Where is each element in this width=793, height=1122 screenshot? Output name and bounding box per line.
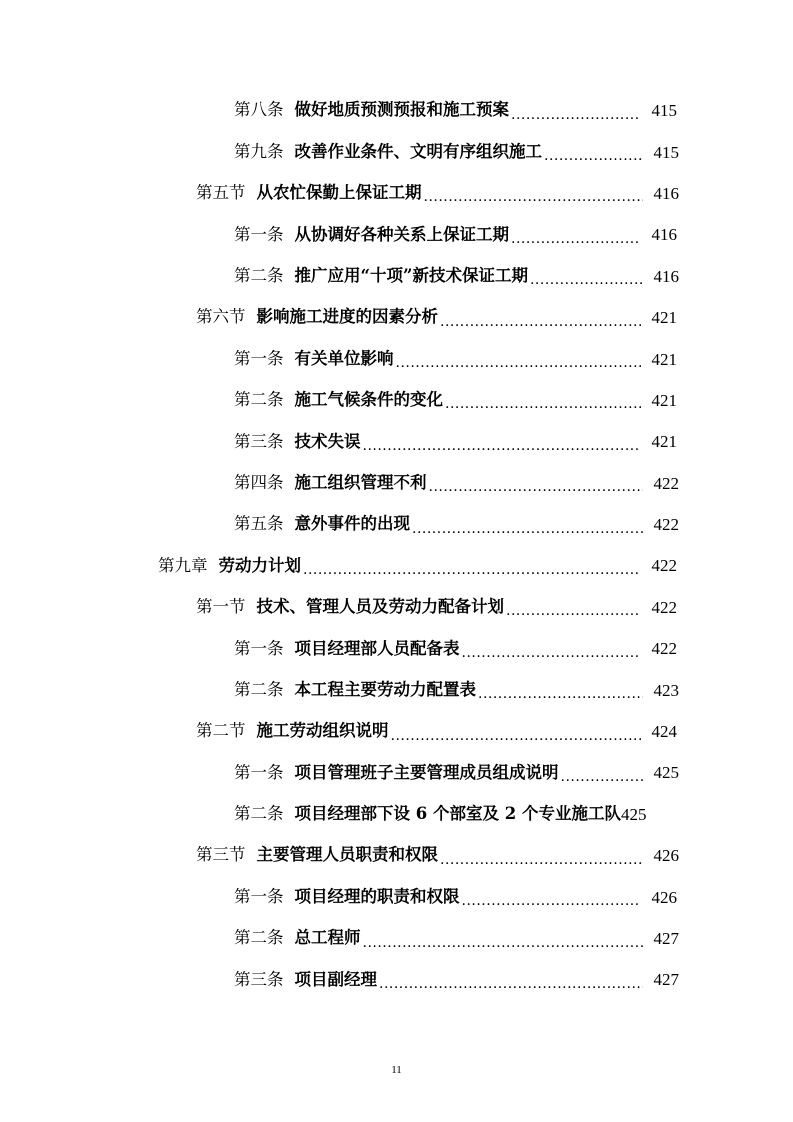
toc-dot-leader xyxy=(462,894,642,908)
toc-entry[interactable] xyxy=(0,587,793,628)
toc-entry-title: 做好地质预测预报和施工预案 xyxy=(294,100,509,120)
toc-entry-number: 第三节 xyxy=(196,845,246,865)
toc-entry-page: 415 xyxy=(653,142,679,162)
toc-entry-number: 第八条 xyxy=(234,100,284,120)
toc-entry-page: 416 xyxy=(651,225,677,245)
toc-entry[interactable] xyxy=(0,918,793,959)
toc-entry-number: 第一条 xyxy=(234,762,284,782)
table-of-contents xyxy=(0,90,793,1001)
toc-entry-title: 项目副经理 xyxy=(294,969,377,989)
toc-entry-title: 施工劳动组织说明 xyxy=(256,721,389,741)
toc-entry-number: 第二条 xyxy=(234,928,284,948)
toc-dot-leader xyxy=(561,770,644,784)
toc-entry-page: 427 xyxy=(653,929,679,948)
toc-entry-title: 施工气候条件的变化 xyxy=(294,390,443,410)
toc-entry-title: 劳动力计划 xyxy=(218,555,301,575)
toc-entry[interactable] xyxy=(0,214,793,255)
toc-entry[interactable] xyxy=(0,256,793,297)
toc-entry-title: 项目经理的职责和权限 xyxy=(294,886,460,906)
toc-entry[interactable] xyxy=(0,421,793,462)
toc-entry-page: 422 xyxy=(651,639,677,659)
toc-dot-leader xyxy=(303,563,641,577)
toc-entry[interactable] xyxy=(0,380,793,421)
toc-entry-title: 技术、管理人员及劳动力配备计划 xyxy=(256,597,504,617)
toc-dot-leader xyxy=(445,397,641,411)
toc-dot-leader xyxy=(478,687,643,701)
toc-entry-number: 第三条 xyxy=(234,431,284,451)
toc-entry-title: 主要管理人员职责和权限 xyxy=(256,845,438,865)
toc-entry-number: 第一条 xyxy=(234,224,284,244)
toc-entry-title: 施工组织管理不利 xyxy=(294,472,427,492)
toc-entry-title: 改善作业条件、文明有序组织施工 xyxy=(294,141,542,161)
toc-entry[interactable] xyxy=(0,752,793,793)
toc-entry-number: 第六节 xyxy=(196,307,246,327)
toc-entry[interactable] xyxy=(0,876,793,917)
toc-entry[interactable] xyxy=(0,959,793,1000)
toc-entry-number: 第五节 xyxy=(196,183,246,203)
toc-dot-leader xyxy=(391,729,642,743)
toc-entry-page: 424 xyxy=(651,722,677,742)
toc-entry[interactable] xyxy=(0,835,793,876)
toc-entry-page: 422 xyxy=(651,597,677,617)
toc-dot-leader xyxy=(412,522,643,536)
toc-dot-leader xyxy=(440,853,643,867)
toc-entry-number: 第二条 xyxy=(234,266,284,285)
toc-dot-leader xyxy=(440,315,641,329)
toc-entry-number: 第一条 xyxy=(234,348,284,368)
toc-entry-page: 422 xyxy=(651,556,677,576)
toc-entry-page: 427 xyxy=(653,970,679,990)
toc-dot-leader xyxy=(511,108,641,122)
toc-entry-page: 415 xyxy=(651,101,677,121)
toc-entry[interactable] xyxy=(0,711,793,752)
toc-entry[interactable] xyxy=(0,90,793,131)
toc-entry-title: 意外事件的出现 xyxy=(294,514,410,534)
toc-entry-number: 第二条 xyxy=(234,679,284,699)
toc-entry-number: 第二节 xyxy=(196,721,246,741)
toc-entry[interactable] xyxy=(0,338,793,379)
toc-dot-leader xyxy=(506,604,641,618)
toc-entry-title: 影响施工进度的因素分析 xyxy=(256,307,438,327)
toc-entry-page: 421 xyxy=(651,349,677,369)
toc-entry-number: 第一条 xyxy=(234,886,284,906)
toc-dot-leader xyxy=(363,439,642,453)
toc-entry-page: 426 xyxy=(651,887,677,907)
toc-entry-number: 第二条 xyxy=(234,804,284,824)
toc-entry-page: 421 xyxy=(651,432,677,452)
toc-dot-leader xyxy=(429,480,644,494)
toc-dot-leader xyxy=(363,936,644,950)
toc-entry-page: 423 xyxy=(653,680,679,700)
toc-dot-leader xyxy=(396,356,642,370)
toc-entry[interactable] xyxy=(0,131,793,172)
toc-entry-number: 第一条 xyxy=(234,638,284,658)
toc-entry-title: 从农忙保勤上保证工期 xyxy=(256,183,422,203)
toc-entry-number: 第九章 xyxy=(158,555,208,575)
toc-entry-title: 从协调好各种关系上保证工期 xyxy=(294,224,509,244)
toc-entry-number: 第五条 xyxy=(234,514,284,534)
toc-dot-leader xyxy=(511,232,641,246)
toc-entry-number: 第九条 xyxy=(234,141,284,161)
toc-dot-leader xyxy=(530,273,643,287)
toc-entry-page: 422 xyxy=(653,515,679,535)
toc-entry-page: 421 xyxy=(651,390,677,410)
toc-entry[interactable] xyxy=(0,628,793,669)
toc-entry[interactable] xyxy=(0,463,793,504)
page-number: 11 xyxy=(391,1064,402,1076)
toc-entry-page: 422 xyxy=(653,473,679,493)
toc-dot-leader xyxy=(544,149,643,163)
toc-entry-number: 第三条 xyxy=(234,969,284,989)
toc-entry-chapter[interactable] xyxy=(0,545,793,586)
toc-entry-page: 416 xyxy=(653,266,679,286)
toc-dot-leader xyxy=(462,646,642,660)
toc-entry-page: 416 xyxy=(653,183,679,203)
toc-entry[interactable] xyxy=(0,297,793,338)
toc-entry-title: 项目经理部人员配备表 xyxy=(294,638,460,658)
toc-entry-title: 有关单位影响 xyxy=(294,348,394,368)
toc-entry[interactable] xyxy=(0,173,793,214)
toc-entry-title: 本工程主要劳动力配置表 xyxy=(294,679,476,699)
toc-dot-leader xyxy=(379,977,643,991)
toc-entry-number: 第二条 xyxy=(234,390,284,410)
toc-entry-title: 项目经理部下设 6 个部室及 2 个专业施工队 xyxy=(294,804,621,824)
toc-dot-leader xyxy=(424,190,644,204)
toc-entry-page: 426 xyxy=(653,846,679,866)
toc-entry-title: 技术失误 xyxy=(294,431,361,451)
toc-entry-title: 项目管理班子主要管理成员组成说明 xyxy=(294,762,559,782)
toc-entry[interactable] xyxy=(0,504,793,545)
toc-entry-page: 425 xyxy=(653,763,679,783)
toc-entry-page: 425 xyxy=(620,804,647,824)
toc-entry-number: 第四条 xyxy=(234,472,284,492)
toc-entry-title: 推广应用“十项”新技术保证工期 xyxy=(294,266,528,285)
toc-entry-title: 总工程师 xyxy=(294,928,361,948)
toc-entry-page: 421 xyxy=(651,308,677,328)
toc-entry[interactable] xyxy=(0,794,793,835)
toc-entry[interactable] xyxy=(0,669,793,710)
toc-entry-number: 第一节 xyxy=(196,597,246,617)
